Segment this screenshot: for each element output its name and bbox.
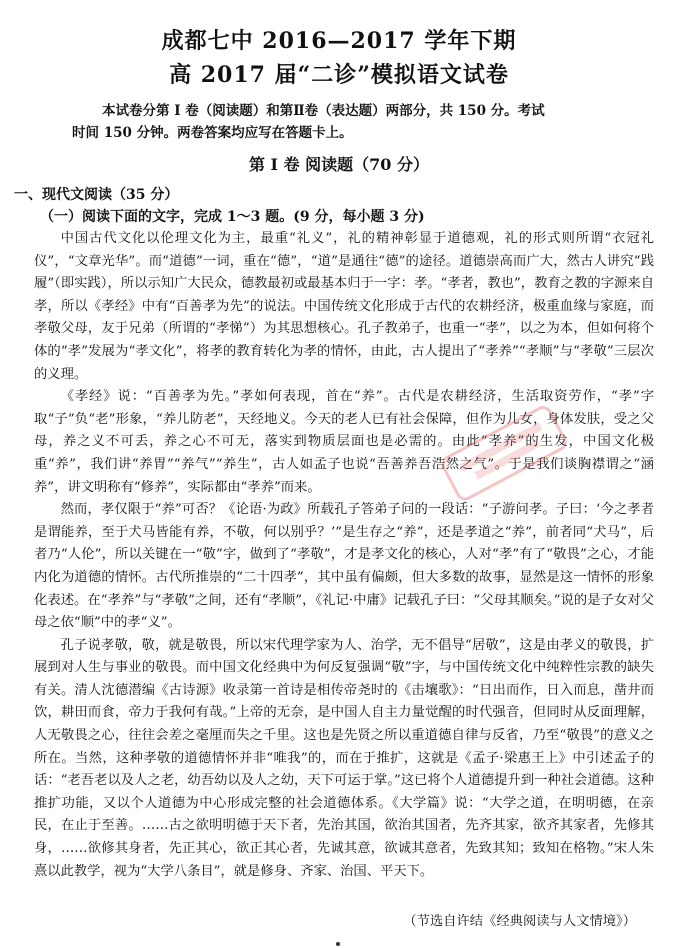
exam-title-line1: 成都七中 2016—2017 学年下期 [161, 28, 517, 54]
passage-paragraph: 孔子说孝敬，敬，就是敬畏，所以宋代理学家为人、治学，无不倡导“居敬”，这是由孝义的敬畏，扩展到对人生与事业的敬畏。而中国文化经典中为何反复强调“敬”字，与中国传统文化中纯粹性宗教的缺失有关。清人沈德潜编《古诗源》收录第一首诗是相传帝尧时的《击壤歌》：“日出而作，日入而息，凿井而饮，耕田而食，帝力于我何有哉。”上帝的无奈，是中国人自主力量觉醒的时代强音，但同时从反面理解，人无敬畏之心，往往会差之毫厘而失之千里。这也是先贤之所以重道德自律与反省，乃至“敬畏”的意义之所在。当然，这种孝敬的道德情怀并非“唯我”的，而在于推扩，这就是《孟子·梁惠王上》中引述孟子的话：“老吾老以及人之老，幼吾幼以及人之幼，天下可运于掌。”这已将个人道德提升到一种社会道德。这种推扩功能，又以个人道德为中心形成完整的社会道德体系。《大学篇》说：“大学之道，在明明德，在亲民，在止于至善。……古之欲明明德于天下者，先治其国，欲治其国者，先齐其家，欲齐其家者，先修其身，……欲修其身者，先正其心，欲正其心者，先诚其意，欲诚其意者，先致其知；致知在格物。”宋人朱熹以此教学，视为“大学八条目”，就是修身、齐家、治国、平天下。 [34, 637, 654, 879]
exam-title-line2: 高 2017 届“二诊”模拟语文试卷 [169, 62, 509, 88]
page-marker [336, 942, 340, 946]
section-title: 第 I 卷 阅读题（70 分） [248, 155, 430, 174]
instructions-line2: 时间 150 分钟。两卷答案均应写在答题卡上。 [72, 125, 353, 141]
exam-instructions [72, 100, 632, 144]
passage-paragraph: 中国古代文化以伦理文化为主，最重“礼义”，礼的精神彰显于道德观，礼的形式则所谓“衣冠礼仪”，“文章光华”。而“道德”一词，重在“德”，“道”是通往“德”的途径。道德崇高而广大，然古人讲究“践履”（即实践），所以示知广大民众，德教最初或最基本归于一字：孝。“孝者，教也”，教育之教的字源来自孝，所以《孝经》中有“百善孝为先”的说法。中国传统文化形成于古代的农耕经济，极重血缘与家庭，而孝敬父母，友于兄弟（所谓的“孝悌”）为其思想核心。孔子教弟子，也重一“孝”，以之为本，但如何将个体的“孝”发展为“孝文化”，将孝的教育转化为孝的情怀，由此，古人提出了“孝养”“孝顺”与“孝敬”三层次的义理。 [34, 231, 654, 382]
part-heading: 一、现代文阅读（35 分） [14, 187, 179, 203]
reading-passage [34, 228, 654, 883]
passage-paragraph: 然而，孝仅限于“养”可否？《论语·为政》所载孔子答弟子问的一段话：“子游问孝。子曰：‘今之孝者是谓能养，至于犬马皆能有养，不敬，何以别乎？’”是生存之“养”，还是孝道之“养”，前者同“犬马”，后者乃“人伦”，所以关键在一“敬”字，做到了“孝敬”，才是孝文化的核心，人对“孝”有了“敬畏”之心，才能内化为道德的情怀。古代所推崇的“二十四孝”，其中虽有偏颇，但大多数的故事，显然是这一情怀的形象化表述。在“孝养”与“孝敬”之间，还有“孝顺”，《礼记·中庸》记载孔子曰：“父母其顺矣。”说的是子女对父母之依“顺”中的孝“义”。 [34, 502, 654, 631]
instructions-line1: 本试卷分第 I 卷（阅读题）和第Ⅱ卷（表达题）两部分，共 150 分。考试 [102, 103, 545, 119]
passage-paragraph: 《孝经》说：“百善孝为先。”孝如何表现，首在“养”。古代是农耕经济，生活取资劳作，“孝”字取“子”负“老”形象，“养儿防老”，天经地义。今天的老人已有社会保障，但作为儿女，身体发肤，受之父母，养之义不可丢，养之心不可无，落实到物质层面也是必需的。由此“孝养”的生发，中国文化极重“养”，我们讲“养胃”“养气”“养生”，古人如孟子也说“吾善养吾浩然之气”。于是我们谈胸襟谓之“涵养”，讲文明称有“修养”，实际都由“孝养”而来。 [34, 389, 654, 495]
part-subheading: （一）阅读下面的文字，完成 1～3 题。(9 分，每小题 3 分) [40, 209, 425, 225]
passage-source: （节选自许结《经典阅读与人文情境》） [403, 914, 636, 929]
